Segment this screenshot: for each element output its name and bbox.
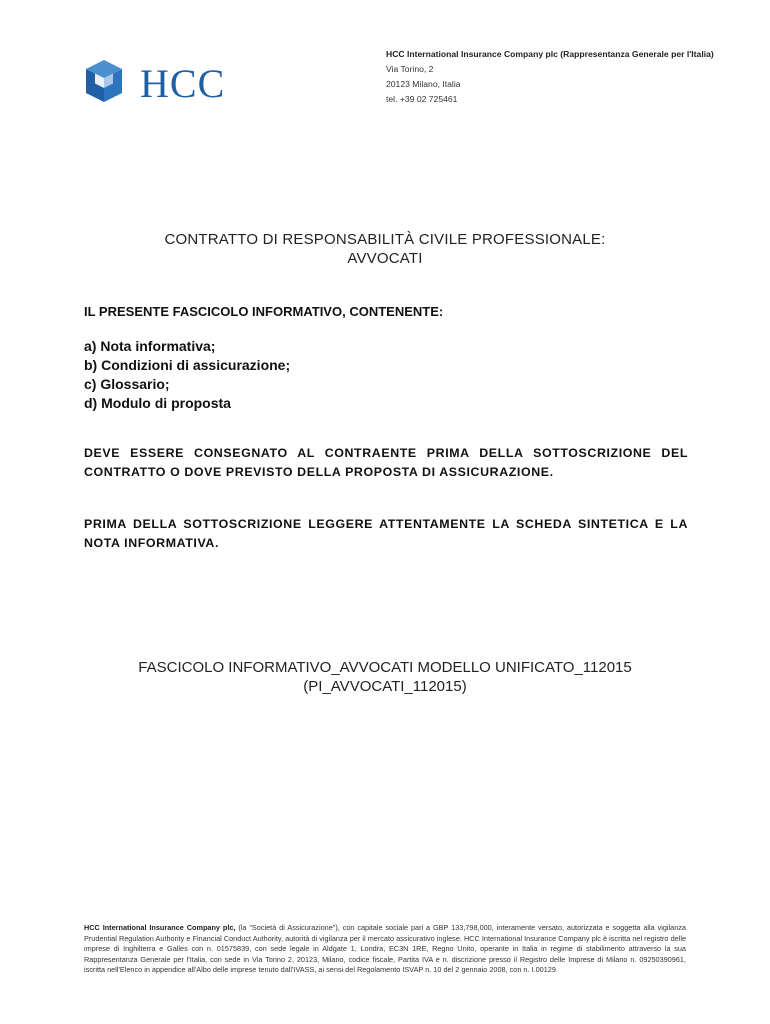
list-item: b) Condizioni di assicurazione; <box>84 357 291 373</box>
delivery-notice: DEVE ESSERE CONSEGNATO AL CONTRAENTE PRIMA DELLA SOTTOSCRIZIONE DEL CONTRATTO O DOVE PREVISTO DELLA PROPOSTA DI ASSICURAZIONE. <box>84 446 688 479</box>
list-item: d) Modulo di proposta <box>84 395 231 411</box>
list-item: c) Glossario; <box>84 376 170 392</box>
reading-notice: PRIMA DELLA SOTTOSCRIZIONE LEGGERE ATTENTAMENTE LA SCHEDA SINTETICA E LA NOTA INFORMATIVA. <box>84 517 688 550</box>
company-name: HCC International Insurance Company plc (Rappresentanza Generale per l'Italia) <box>386 49 714 59</box>
hcc-logo <box>82 58 232 106</box>
company-address-block <box>386 47 756 107</box>
document-title-line1: CONTRATTO DI RESPONSABILITÀ CIVILE PROFESSIONALE: <box>164 231 606 248</box>
footer-legal-text: (la "Società di Assicurazione"), con capitale sociale pari a GBP 133,798,000, interamente versato, autorizzata e soggetta alla vigilanza Prudential Regulation Authority e Financial Conduct Authority, autorità di vigilanza per il mercato assicurativo inglese. HCC International Insurance Company plc è iscritta nel registro delle imprese di Inghilterra e Galles con n. 01575839, con sede legale in Aldgate 1, Londra, EC3N 1RE, Regno Unito, operante in Italia in regime di stabilimento attraverso la sua Rappresentanza Generale per l'Italia, con sede in Via Torino 2, 20123, Milano, codice fiscale, Partita IVA e n. discrizione presso il Registro delle Imprese di Milano n. 09250390961, iscritta nell'Elenco in appendice all'Albo delle imprese tenuto dall'IVASS, ai sensi del Regolamento ISVAP n. 10 del 2 gennaio 2008, con n. I.00129. <box>84 923 686 975</box>
contents-list <box>84 337 290 413</box>
contents-heading: IL PRESENTE FASCICOLO INFORMATIVO, CONTENENTE: <box>84 304 444 319</box>
fascicolo-line1: FASCICOLO INFORMATIVO_AVVOCATI MODELLO UNIFICATO_112015 <box>138 659 632 676</box>
fascicolo-identifier <box>0 658 770 696</box>
list-item: a) Nota informativa; <box>84 338 216 354</box>
company-street: Via Torino, 2 <box>386 64 434 74</box>
hcc-cube-icon <box>82 58 126 104</box>
legal-footer <box>84 923 686 976</box>
company-city: 20123 Milano, Italia <box>386 79 461 89</box>
fascicolo-line2: (PI_AVVOCATI_112015) <box>303 678 467 695</box>
document-title-line2: AVVOCATI <box>347 250 423 267</box>
company-phone: tel. +39 02 725461 <box>386 94 458 104</box>
logo-text: HCC <box>140 61 226 106</box>
footer-company-name: HCC International Insurance Company plc, <box>84 923 236 932</box>
document-title <box>0 230 770 268</box>
